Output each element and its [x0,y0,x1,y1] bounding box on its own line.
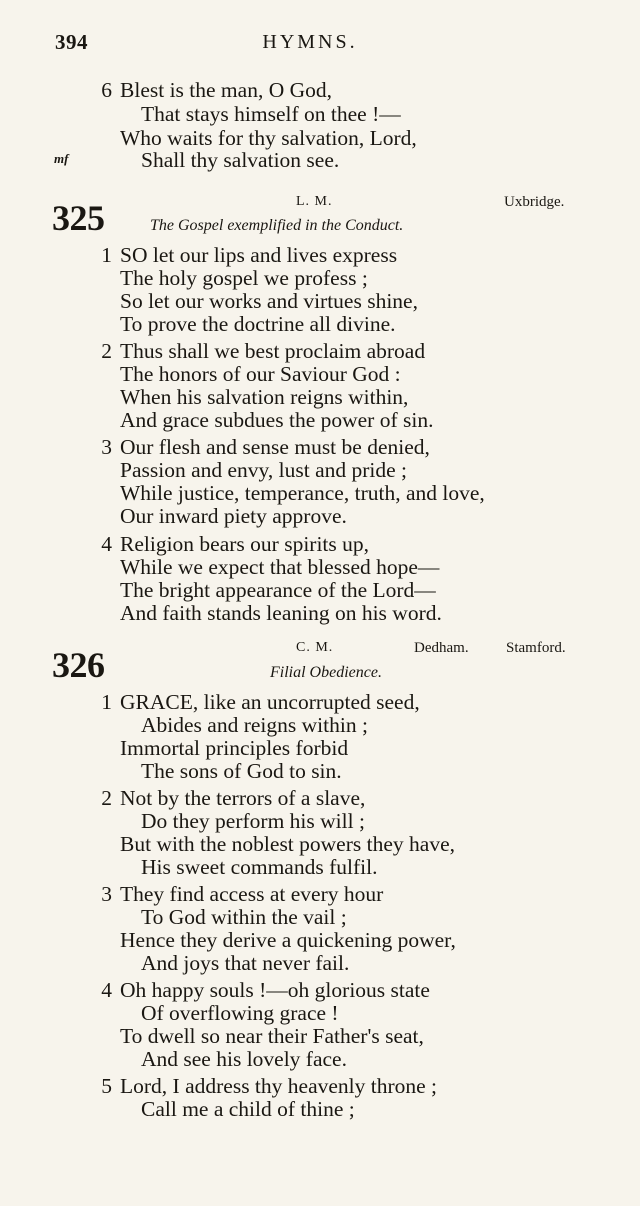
verse-number: 3 [101,435,112,459]
page-number: 394 [55,30,88,54]
verse-line: That stays himself on thee !— [141,102,401,126]
verse-line: And grace subdues the power of sin. [120,408,434,432]
running-head: HYMNS. [262,31,358,53]
verse-line: SO let our lips and lives express [120,243,398,267]
verse-line: Hence they derive a quickening power, [120,928,456,952]
verse-line: Abides and reigns within ; [141,713,368,737]
verse-line: Religion bears our spirits up, [120,532,370,556]
verse-line: Blest is the man, O God, [120,78,332,102]
verse-line: His sweet commands fulfil. [141,855,378,879]
hymn-number: 326 [52,645,105,685]
hymn-meter: L. M. [296,194,333,209]
verse-line: Thus shall we best proclaim abroad [120,339,426,363]
verse-number: 2 [101,786,112,810]
verse-line: To prove the doctrine all divine. [120,312,396,336]
verse-line: The sons of God to sin. [141,759,342,783]
verse-line: GRACE, like an uncorrupted seed, [120,690,420,714]
verse-line: Do they perform his will ; [141,809,365,833]
verse-line: Passion and envy, lust and pride ; [120,458,408,482]
verse-line: Oh happy souls !—oh glorious state [120,978,430,1002]
page-header [55,30,565,60]
verse-line: But with the noblest powers they have, [120,832,455,856]
hymn-number: 325 [52,198,105,238]
verse-line: When his salvation reigns within, [120,385,409,409]
verse-line: Our inward piety approve. [120,504,347,528]
verse-line: Immortal principles forbid [120,736,349,760]
verse-number: 1 [101,243,112,267]
verse-line: Who waits for thy salvation, Lord, [120,126,417,150]
verse-line: To God within the vail ; [141,905,347,929]
hymn-title: Filial Obedience. [270,664,382,681]
verse-number: 3 [101,882,112,906]
tune-name: Dedham. [414,640,469,656]
verse-number: 5 [101,1074,112,1098]
dynamic-marking: mf [54,151,69,166]
verse-line: The bright appearance of the Lord— [120,578,436,602]
verse-line: The honors of our Saviour God : [120,362,401,386]
hymn-meter: C. M. [296,640,334,655]
verse-number: 1 [101,690,112,714]
verse-number: 2 [101,339,112,363]
verse-line: Not by the terrors of a slave, [120,786,366,810]
verse-line: And joys that never fail. [141,951,350,975]
hymn-title: The Gospel exemplified in the Conduct. [150,217,404,234]
tune-name: Uxbridge. [504,194,565,210]
verse-line: The holy gospel we profess ; [120,266,368,290]
verse-line: Call me a child of thine ; [141,1097,355,1121]
verse-line: And faith stands leaning on his word. [120,601,442,625]
verse-line: Of overflowing grace ! [141,1001,339,1025]
verse-line: They find access at every hour [120,882,384,906]
verse-line: While we expect that blessed hope— [120,555,440,579]
verse-line: And see his lovely face. [141,1047,347,1071]
verse-number: 4 [101,978,112,1002]
verse-number: 6 [101,78,112,102]
verse-line: Shall thy salvation see. [141,148,340,172]
tune-name: Stamford. [506,640,566,656]
verse-number: 4 [101,532,112,556]
verse-line: While justice, temperance, truth, and love, [120,481,485,505]
verse-line: Lord, I address thy heavenly throne ; [120,1074,438,1098]
verse-line: Our flesh and sense must be denied, [120,435,430,459]
verse-line: To dwell so near their Father's seat, [120,1024,424,1048]
verse-line: So let our works and virtues shine, [120,289,418,313]
